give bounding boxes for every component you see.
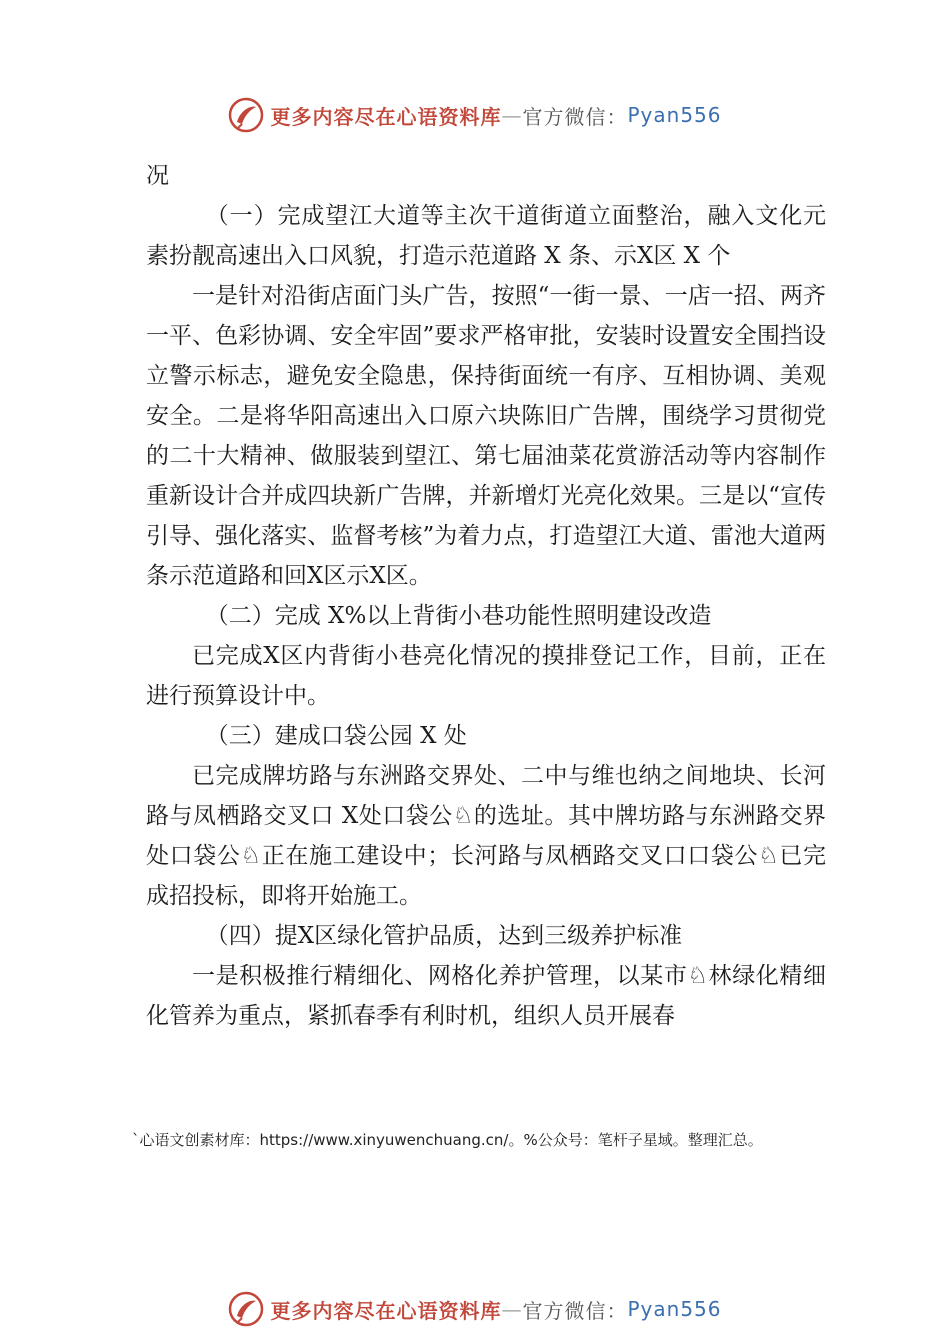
brand-logo-icon (228, 1291, 264, 1327)
paragraph-body: 已完成X区内背街小巷亮化情况的摸排登记工作，目前，正在进行预算设计中。 (146, 643, 826, 709)
paragraph-body: 一是针对沿街店面门头广告，按照“一街一景、一店一招、两齐一平、色彩协调、安全牢固”要求严格审批，安装时设置安全围挡设立警示标志，避免安全隐患，保持街面统一有序、互相协调、美观安全。二是将华阳高速出入口原六块陈旧广告牌，围绕学习贯彻党的二十大精神、做服装到望江、第七届油菜花赏游活动等内容制作重新设计合并成四块新广告牌，并新增灯光亮化效果。三是以“宣传引导、强化落实、监督考核”为着力点，打造望江大道、雷池大道两条示范道路和回X区示X区。 (146, 283, 826, 589)
section-heading-3: （三）建成口袋公园 X 处 (205, 723, 467, 749)
footer-source-note: `心语文创素材库：https://www.xinyuwenchuang.cn/。%公众号：笔杆子星域。整理汇总。 (132, 1131, 763, 1149)
banner-title: 更多内容尽在心语资料库 (270, 104, 502, 129)
header-banner (0, 93, 950, 137)
banner-wechat-id: Pyan556 (627, 1297, 722, 1321)
document-body (146, 156, 826, 1036)
section-heading-1: （一）完成望江大道等主次干道街道立面整治，融入文化元素扮靓高速出入口风貌，打造示范道路 X 条、示X区 X 个 (146, 203, 826, 269)
banner-wechat-label: 官方微信： (522, 1298, 628, 1323)
paragraph-text: 况 (146, 163, 169, 189)
paragraph-body: 一是积极推行精细化、网格化养护管理，以某市♘林绿化精细化管养为重点，紧抓春季有利时机，组织人员开展春 (146, 963, 826, 1029)
banner-separator: — (501, 103, 523, 127)
banner-title: 更多内容尽在心语资料库 (270, 1298, 502, 1323)
section-heading-4: （四）提X区绿化管护品质，达到三级养护标准 (205, 923, 683, 949)
section-heading-2: （二）完成 X%以上背街小巷功能性照明建设改造 (205, 603, 712, 629)
banner-separator: — (501, 1297, 523, 1321)
footer-banner (0, 1287, 950, 1331)
banner-wechat-id: Pyan556 (627, 103, 722, 127)
banner-wechat-label: 官方微信： (522, 104, 628, 129)
brand-logo-icon (228, 97, 264, 133)
paragraph-body: 已完成牌坊路与东洲路交界处、二中与维也纳之间地块、长河路与凤栖路交叉口 X处口袋公♘的选址。其中牌坊路与东洲路交界处口袋公♘正在施工建设中；长河路与凤栖路交叉口口袋公♘已完成招投标，即将开始施工。 (146, 763, 826, 909)
